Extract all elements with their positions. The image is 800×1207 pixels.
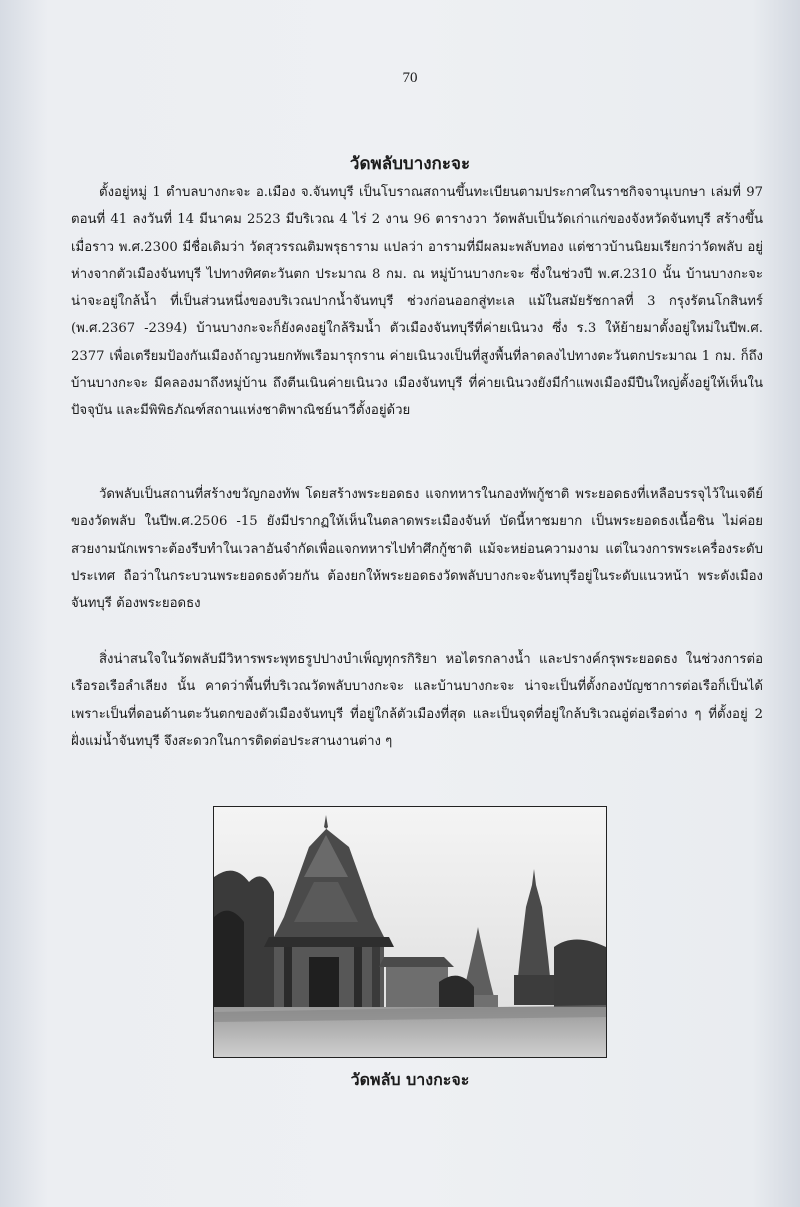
- paragraph-1: [71, 179, 763, 425]
- page-number: 70: [402, 70, 418, 86]
- paragraph-text: วัดพลับเป็นสถานที่สร้างขวัญกองทัพ โดยสร้างพระยอดธง แจกทหารในกองทัพกู้ชาติ พระยอดธงที่เหลือบรรจุไว้ในเจดีย์ของวัดพลับ ในปีพ.ศ.2506 -15 ยังมีปรากฏให้เห็นในตลาดพระเมืองจันท์ บัดนี้หาชมยาก เป็นพระยอดธงเนื้อชิน ไม่ค่อยสวยงามนักเพราะต้องรีบทำในเวลาอันจำกัดเพื่อแจกทหารไปทำศึกกู้ชาติ แม้จะหย่อนความงาม แต่ในวงการพระเครื่องระดับประเทศ ถือว่าในกระบวนพระยอดธงด้วยกัน ต้องยกให้พระยอดธงวัดพลับบางกะจะจันทบุรีอยู่ในระดับแนวหน้า พระดังเมืองจันทบุรี ต้องพระยอดธง: [71, 487, 763, 612]
- paragraph-2: [71, 481, 763, 617]
- paragraph-3: [71, 646, 763, 755]
- temple-photo: [213, 806, 607, 1058]
- temple-photo-illustration: [214, 807, 606, 1057]
- photo-caption: วัดพลับ บางกะจะ: [350, 1070, 470, 1089]
- page-title: วัดพลับบางกะจะ: [349, 154, 471, 174]
- paragraph-text: สิ่งน่าสนใจในวัดพลับมีวิหารพระพุทธรูปปางบำเพ็ญทุกรกิริยา หอไตรกลางน้ำ และปรางค์กรุพระยอดธง ในช่วงการต่อเรือรอเรือลำเลียง นั้น คาดว่าพื้นที่บริเวณวัดพลับบางกะจะ และบ้านบางกะจะ น่าจะเป็นที่ตั้งกองบัญชาการต่อเรือก็เป็นได้ เพราะเป็นที่ดอนด้านตะวันตกของตัวเมืองจันทบุรี ที่อยู่ใกล้ตัวเมืองที่สุด และเป็นจุดที่อยู่ใกล้บริเวณอู่ต่อเรือต่าง ๆ ที่ตั้งอยู่ 2 ฝั่งแม่น้ำจันทบุรี จึงสะดวกในการติดต่อประสานงานต่าง ๆ: [71, 652, 763, 749]
- paragraph-text: ตั้งอยู่หมู่ 1 ตำบลบางกะจะ อ.เมือง จ.จันทบุรี เป็นโบราณสถานขึ้นทะเบียนตามประกาศในราชกิจจานุเบกษา เล่มที่ 97 ตอนที่ 41 ลงวันที่ 14 มีนาคม 2523 มีบริเวณ 4 ไร่ 2 งาน 96 ตารางวา วัดพลับเป็นวัดเก่าแก่ของจังหวัดจันทบุรี สร้างขึ้นเมื่อราว พ.ศ.2300 มีชื่อเดิมว่า วัดสุวรรณติมพรุธาราม แปลว่า อารามที่มีผลมะพลับทอง แต่ชาวบ้านนิยมเรียกว่าวัดพลับ อยู่ห่างจากตัวเมืองจันทบุรี ไปทางทิศตะวันตก ประมาณ 8 กม. ณ หมู่บ้านบางกะจะ ซึ่งในช่วงปี พ.ศ.2310 นั้น บ้านบางกะจะน่าจะอยู่ใกล้น้ำ ที่เป็นส่วนหนึ่งของบริเวณปากน้ำจันทบุรี ช่วงก่อนออกสู่ทะเล แม้ในสมัยรัชกาลที่ 3 กรุงรัตนโกสินทร์ (พ.ศ.2367 -2394) บ้านบางกะจะก็ยังคงอยู่ใกล้ริมน้ำ ตัวเมืองจันทบุรีที่ค่ายเนินวง ซึ่ง ร.3 ให้ย้ายมาตั้งอยู่ใหม่ในปีพ.ศ. 2377 เพื่อเตรียมป้องกันเมืองถ้าญวนยกทัพเรือมารุกราน ค่ายเนินวงเป็นที่สูงพื้นที่ลาดลงไปทางตะวันตกประมาณ 1 กม. ก็ถึงบ้านบางกะจะ มีคลองมาถึงหมู่บ้าน ถึงตีนเนินค่ายเนินวง เมืองจันทบุรี ที่ค่ายเนินวงยังมีกำแพงเมืองมีปืนใหญ่ตั้งอยู่ให้เห็นในปัจจุบัน และมีพิพิธภัณฑ์สถานแห่งชาติพาณิชย์นาวีตั้งอยู่ด้วย: [71, 185, 763, 419]
